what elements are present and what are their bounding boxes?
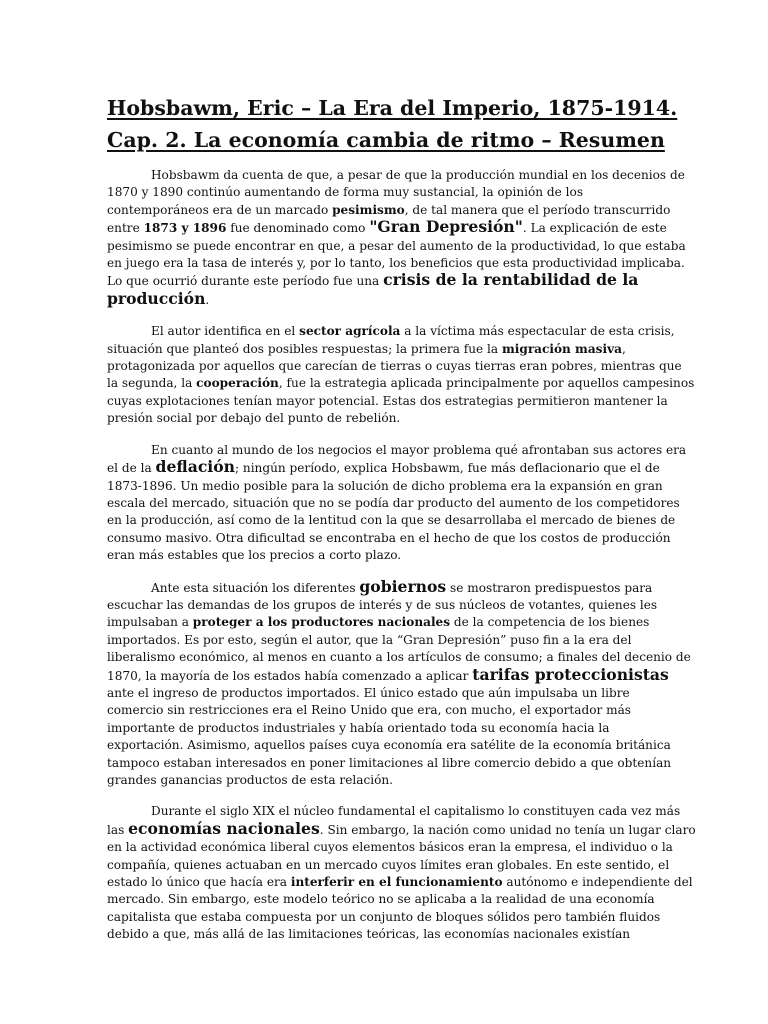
- text-line: tampoco estaban interesados en poner limitaciones al libre comercio debido a que obtenían: [107, 755, 672, 770]
- text-line: Ante esta situación los diferentes gobiernos se mostraron predispuestos para: [151, 576, 653, 596]
- paragraph-1: [107, 167, 686, 309]
- text-line: producción.: [107, 288, 210, 308]
- text-line: comercio sin restricciones era el Reino Unido que era, con mucho, el exportador más: [107, 703, 631, 718]
- emphasis-crisis: crisis de la rentabilidad de la: [383, 270, 639, 290]
- bold-proteger: proteger a los productores nacionales: [192, 615, 451, 630]
- text-line: cuyas explotaciones tenían mayor potencial. Estas dos estrategias permitieron mantener la: [107, 393, 668, 408]
- text-line: en la actividad económica liberal cuyos elementos básicos eran la empresa, el individuo o la: [107, 840, 673, 855]
- text-line: entre 1873 y 1896 fue denominado como "Gran Depresión". La explicación de este: [107, 217, 667, 237]
- text-line: exportación. Asimismo, aquellos países cuya economía era satélite de la economía británica: [107, 738, 671, 753]
- paragraph-4: [107, 576, 691, 790]
- text-line: 1870, la mayoría de los estados había comenzado a aplicar tarifas proteccionistas: [107, 664, 669, 684]
- text-line: Lo que ocurrió durante este período fue una crisis de la rentabilidad de la: [107, 270, 639, 290]
- text-line: 1870 y 1890 continúo aumentando de forma muy sustancial, la opinión de los: [107, 185, 584, 200]
- text-line: presión social por debajo del punto de rebelión.: [107, 411, 401, 426]
- text-line: importante de productos industriales y había orientado toda su economía hacia la: [107, 720, 610, 735]
- text-line: Hobsbawm da cuenta de que, a pesar de que la producción mundial en los decenios de: [151, 168, 685, 182]
- text-line: escala del mercado, situación que no se podía dar producto del aumento de los competidores: [107, 495, 680, 510]
- text-line: las economías nacionales. Sin embargo, la nación como unidad no tenía un lugar claro: [107, 818, 696, 838]
- bold-migracion-masiva: migración masiva: [501, 341, 622, 356]
- text-line: mercado. Sin embargo, este modelo teórico no se aplicaba a la realidad de una economía: [107, 892, 655, 907]
- text-line: eran más estables que los precios a corto plazo.: [107, 548, 402, 563]
- bold-dates: 1873 y 1896: [143, 221, 227, 236]
- text-line: escuchar las demandas de los grupos de interés y de sus núcleos de votantes, quienes les: [107, 597, 658, 612]
- bold-interferir: interferir en el funcionamiento: [290, 875, 503, 890]
- document-title: [107, 92, 678, 156]
- paragraph-3: [107, 442, 687, 565]
- paragraph-5: [107, 803, 696, 943]
- text-line: protagonizada por aquellos que carecían de tierras o cuyas tierras eran pobres, mientras que: [107, 359, 682, 374]
- emphasis-produccion: producción: [107, 288, 206, 308]
- emphasis-gran-depresion: "Gran Depresión": [369, 217, 523, 237]
- text-line: En cuanto al mundo de los negocios el mayor problema qué afrontaban sus actores era: [151, 442, 687, 457]
- text-line: contemporáneos era de un marcado pesimismo, de tal manera que el período transcurrido: [107, 202, 671, 217]
- text-line: importados. Es por esto, según el autor, que la “Gran Depresión” puso fin a la era del: [107, 632, 632, 647]
- text-line: situación que planteó dos posibles respuestas; la primera fue la migración masiva,: [107, 341, 626, 356]
- emphasis-gobiernos: gobiernos: [359, 576, 447, 596]
- text-line: compañía, quienes actuaban en un mercado cuyos límites eran globales. En este sentido, el: [107, 857, 670, 872]
- text-line: en la producción, así como de la lentitud con la que se desarrollaba el mercado de bienes de: [107, 513, 676, 528]
- bold-sector-agricola: sector agrícola: [299, 324, 401, 339]
- text-line: liberalismo económico, al menos en cuanto a los artículos de consumo; a finales del decenio de: [107, 650, 691, 665]
- text-line: 1873-1896. Un medio posible para la solución de dicho problema era la expansión en gran: [107, 478, 663, 493]
- text-line: el de la deflación; ningún período, explica Hobsbawm, fue más deflacionario que el de: [107, 457, 660, 477]
- emphasis-tarifas: tarifas proteccionistas: [472, 664, 669, 684]
- title-line-2: Cap. 2. La economía cambia de ritmo – Resumen: [107, 128, 665, 152]
- text-line: El autor identifica en el sector agrícola a la víctima más espectacular de esta crisis,: [151, 324, 675, 339]
- text-line: estado lo único que hacía era interferir en el funcionamiento autónomo e independiente del: [107, 875, 693, 890]
- emphasis-economias-nacionales: economías nacionales: [128, 818, 320, 838]
- text-line: Durante el siglo XIX el núcleo fundamental el capitalismo lo constituyen cada vez más: [151, 804, 681, 819]
- text-line: la segunda, la cooperación, fue la estrategia aplicada principalmente por aquellos campesinos: [107, 376, 695, 391]
- text-line: capitalista que estaba compuesta por un conjunto de bloques sólidos pero también fluidos: [107, 909, 661, 924]
- emphasis-deflacion: deflación: [155, 457, 235, 477]
- text-line: pesimismo se puede encontrar en que, a pesar del aumento de la productividad, lo que estaba: [107, 238, 686, 253]
- text-line: en juego era la tasa de interés y, por lo tanto, los beneficios que esta productividad implicaba.: [107, 256, 685, 271]
- bold-cooperacion: cooperación: [196, 376, 279, 391]
- text-line: impulsaban a proteger a los productores nacionales de la competencia de los bienes: [107, 615, 650, 630]
- text-line: consumo masivo. Otra dificultad se encontraba en el hecho de que los costos de producción: [107, 530, 671, 545]
- title-line-1: Hobsbawm, Eric – La Era del Imperio, 1875-1914.: [107, 96, 678, 120]
- paragraph-2: [107, 323, 695, 427]
- text-line: grandes ganancias productos de esta relación.: [107, 773, 394, 787]
- text-line: ante el ingreso de productos importados. El único estado que aún impulsaba un libre: [107, 685, 630, 700]
- text-line: debido a que, más allá de las limitaciones teóricas, las economías nacionales existían: [107, 927, 631, 942]
- bold-pesimismo: pesimismo: [332, 202, 405, 217]
